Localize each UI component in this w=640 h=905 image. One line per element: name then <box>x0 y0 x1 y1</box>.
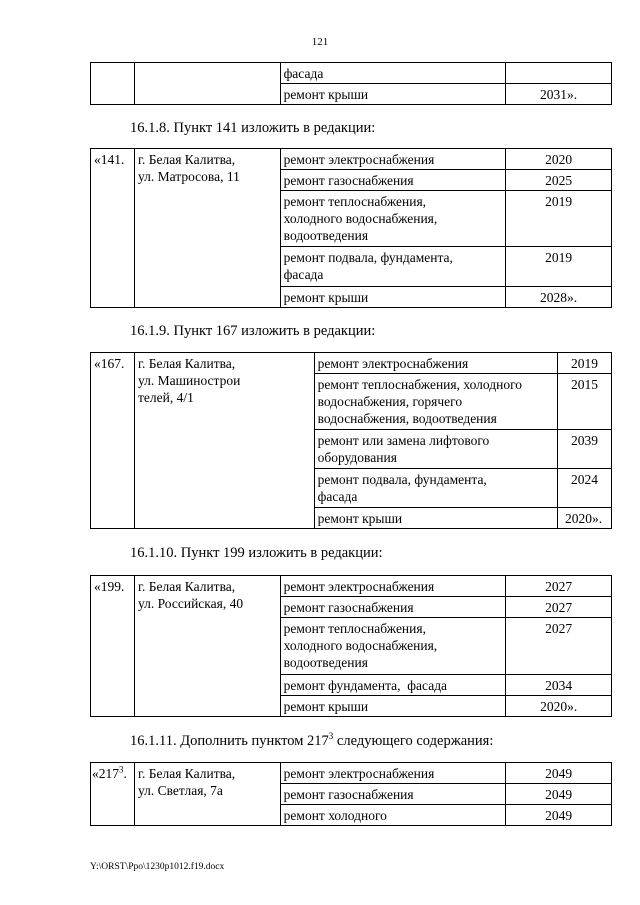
item-number: «167. <box>91 353 135 529</box>
work-cell: ремонт газоснабжения <box>280 597 506 618</box>
work-cell: ремонт подвала, фундамента, фасада <box>314 469 557 508</box>
table-row <box>91 149 612 170</box>
work-cell: ремонт электроснабжения <box>314 353 557 374</box>
section-heading: 16.1.9. Пункт 167 изложить в редакции: <box>130 323 376 339</box>
year-cell: 2049 <box>506 763 612 784</box>
year-cell: 2049 <box>506 805 612 826</box>
item-number-dot: . <box>123 766 127 781</box>
item-address: г. Белая Калитва, ул. Светлая, 7а <box>134 763 280 826</box>
year-cell: 2039 <box>558 430 612 469</box>
work-cell: ремонт крыши <box>280 287 506 308</box>
table-row <box>91 763 612 784</box>
item-number: «141. <box>91 149 135 308</box>
year-cell: 2027 <box>506 618 612 675</box>
heading-text: 16.1.11. Дополнить пунктом 217 <box>130 733 329 749</box>
work-cell: ремонт газоснабжения <box>280 170 506 191</box>
item-address: г. Белая Калитва, ул. Машинострои телей, 4/1 <box>134 353 314 529</box>
year-cell: 2015 <box>558 374 612 430</box>
num-cell <box>91 63 135 105</box>
work-cell: ремонт теплоснабжения, холодного водоснабжения, водоотведения <box>280 191 506 247</box>
page-number: 121 <box>311 36 329 48</box>
item-address: г. Белая Калитва, ул. Российская, 40 <box>134 576 280 717</box>
item-address: г. Белая Калитва, ул. Матросова, 11 <box>134 149 280 308</box>
year-cell: 2027 <box>506 576 612 597</box>
section-heading <box>130 733 493 750</box>
work-cell: фасада <box>280 63 506 84</box>
year-cell: 2024 <box>558 469 612 508</box>
work-cell: ремонт газоснабжения <box>280 784 506 805</box>
work-cell: ремонт электроснабжения <box>280 149 506 170</box>
year-cell: 2025 <box>506 170 612 191</box>
work-cell: ремонт крыши <box>280 84 506 105</box>
year-cell: 2049 <box>506 784 612 805</box>
item-number-superscript: 3 <box>119 764 124 775</box>
work-cell: ремонт теплоснабжения, холодного водоснабжения, горячего водоснабжения, водоотведения <box>314 374 557 430</box>
year-cell: 2027 <box>506 597 612 618</box>
year-cell: 2031». <box>506 84 612 105</box>
year-cell: 2019 <box>506 191 612 247</box>
heading-text: следующего содержания: <box>333 733 494 749</box>
year-cell <box>506 63 612 84</box>
year-cell: 2020». <box>506 696 612 717</box>
item-table <box>90 352 612 529</box>
item-number <box>91 763 135 826</box>
item-table <box>90 148 612 308</box>
work-cell: ремонт электроснабжения <box>280 576 506 597</box>
work-cell: ремонт фундамента, фасада <box>280 675 506 696</box>
table-row <box>91 353 612 374</box>
section-heading: 16.1.10. Пункт 199 изложить в редакции: <box>130 545 383 561</box>
work-cell: ремонт крыши <box>314 508 557 529</box>
item-number: «199. <box>91 576 135 717</box>
work-cell: ремонт холодного <box>280 805 506 826</box>
year-cell: 2034 <box>506 675 612 696</box>
year-cell: 2019 <box>558 353 612 374</box>
heading-superscript: 3 <box>328 731 334 742</box>
table-row <box>91 63 612 84</box>
table-row <box>91 576 612 597</box>
year-cell: 2019 <box>506 247 612 287</box>
work-cell: ремонт крыши <box>280 696 506 717</box>
address-cell <box>134 63 280 105</box>
year-cell: 2020». <box>558 508 612 529</box>
work-cell: ремонт электроснабжения <box>280 763 506 784</box>
item-number-text: «217 <box>92 766 119 781</box>
year-cell: 2028». <box>506 287 612 308</box>
year-cell: 2020 <box>506 149 612 170</box>
work-cell: ремонт теплоснабжения, холодного водоснабжения, водоотведения <box>280 618 506 675</box>
item-table <box>90 575 612 717</box>
item-table <box>90 762 612 826</box>
continuation-table <box>90 62 612 105</box>
document-path-footer: Y:\ORST\Ppo\1230p1012.f19.docx <box>90 862 225 872</box>
work-cell: ремонт подвала, фундамента, фасада <box>280 247 506 287</box>
section-heading: 16.1.8. Пункт 141 изложить в редакции: <box>130 120 376 136</box>
work-cell: ремонт или замена лифтового оборудования <box>314 430 557 469</box>
